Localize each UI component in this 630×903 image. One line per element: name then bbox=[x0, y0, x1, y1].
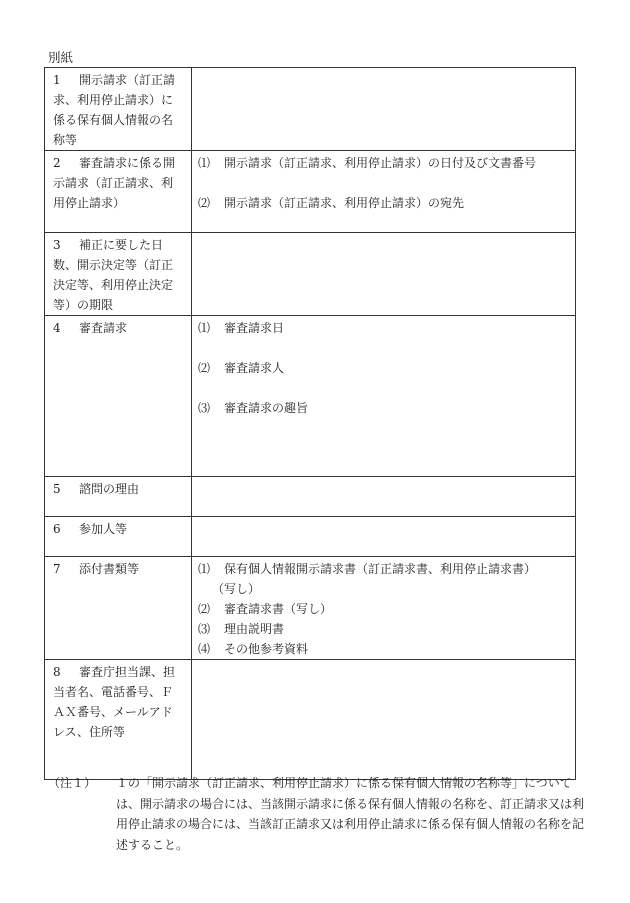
item-marker: ⑶ bbox=[198, 401, 211, 415]
item-text: 開示請求（訂正請求、利用停止請求）の日付及び文書番号 bbox=[224, 156, 537, 170]
table-row-8 bbox=[45, 660, 576, 780]
row-1-label-cell bbox=[45, 68, 192, 151]
row-2-label bbox=[45, 151, 191, 213]
row-7-item-4 bbox=[198, 639, 569, 659]
row-4-label-text: 審査請求 bbox=[79, 321, 128, 335]
row-7-item-1-continuation: （写し） bbox=[212, 582, 261, 596]
item-marker: ⑵ bbox=[198, 196, 211, 210]
item-text: 審査請求書（写し） bbox=[224, 602, 333, 616]
row-1-label bbox=[45, 68, 191, 150]
row-3-number: 3 bbox=[53, 238, 61, 252]
row-2-content-cell bbox=[192, 151, 576, 233]
footnote-label: （注１） bbox=[48, 776, 97, 790]
row-2-item-1 bbox=[198, 153, 569, 173]
row-7-item-1 bbox=[198, 559, 569, 579]
row-8-content-cell bbox=[192, 660, 576, 780]
row-3-label-text: 補正に要した日数、開示決定等（訂正決定等、利用停止決定等）の期限 bbox=[53, 238, 174, 312]
row-1-number: 1 bbox=[53, 73, 61, 87]
row-6-label bbox=[45, 517, 191, 539]
row-4-label-cell bbox=[45, 316, 192, 477]
row-7-content-cell bbox=[192, 557, 576, 660]
row-5-content-cell bbox=[192, 477, 576, 517]
row-4-content-cell bbox=[192, 316, 576, 477]
table-row-4 bbox=[45, 316, 576, 477]
item-text: その他参考資料 bbox=[224, 642, 309, 656]
table-row-6 bbox=[45, 517, 576, 557]
row-3-label bbox=[45, 233, 191, 315]
document-title: 別紙 bbox=[48, 50, 74, 65]
row-7-item-3 bbox=[198, 619, 569, 639]
row-4-item-3 bbox=[198, 398, 569, 418]
item-marker: ⑷ bbox=[198, 642, 211, 656]
item-marker: ⑵ bbox=[198, 361, 211, 375]
row-5-label-text: 諮問の理由 bbox=[79, 482, 140, 496]
row-8-number: 8 bbox=[53, 665, 61, 679]
row-2-label-text: 審査請求に係る開示請求（訂正請求、利用停止請求） bbox=[53, 156, 176, 210]
row-4-label bbox=[45, 316, 191, 338]
footnote bbox=[48, 773, 588, 855]
row-7-label bbox=[45, 557, 191, 579]
table-row-2 bbox=[45, 151, 576, 233]
item-text: 審査請求の趣旨 bbox=[224, 401, 309, 415]
row-6-number: 6 bbox=[53, 522, 61, 536]
row-4-item-1 bbox=[198, 318, 569, 338]
row-3-label-cell bbox=[45, 233, 192, 316]
table-row-5 bbox=[45, 477, 576, 517]
item-marker: ⑶ bbox=[198, 622, 211, 636]
item-text: 保有個人情報開示請求書（訂正請求書、利用停止請求書） bbox=[224, 562, 537, 576]
item-text: 審査請求人 bbox=[224, 361, 285, 375]
row-3-content-cell bbox=[192, 233, 576, 316]
table-row-1 bbox=[45, 68, 576, 151]
footnote-text: １の「開示請求（訂正請求、利用停止請求）に係る保有個人情報の名称等」については、開示請求の場合には、当該開示請求に係る保有個人情報の名称を、訂正請求又は利用停止請求の場合には、当該訂正請求又は利用停止請求に係る保有個人情報の名称を記述すること。 bbox=[116, 776, 585, 852]
row-5-label-cell bbox=[45, 477, 192, 517]
item-text: 開示請求（訂正請求、利用停止請求）の宛先 bbox=[224, 196, 465, 210]
item-marker: ⑴ bbox=[198, 156, 211, 170]
row-6-label-text: 参加人等 bbox=[79, 522, 128, 536]
row-4-number: 4 bbox=[53, 321, 61, 335]
row-8-label bbox=[45, 660, 191, 742]
row-5-number: 5 bbox=[53, 482, 61, 496]
row-8-label-text: 審査庁担当課、担当者名、電話番号、ＦＡＸ番号、メールアドレス、住所等 bbox=[53, 665, 176, 739]
item-marker: ⑴ bbox=[198, 321, 211, 335]
row-7-label-cell bbox=[45, 557, 192, 660]
row-6-content-cell bbox=[192, 517, 576, 557]
table-row-7 bbox=[45, 557, 576, 660]
row-7-label-text: 添付書類等 bbox=[79, 562, 140, 576]
row-5-label bbox=[45, 477, 191, 499]
item-marker: ⑴ bbox=[198, 562, 211, 576]
item-text: 理由説明書 bbox=[224, 622, 285, 636]
row-6-label-cell bbox=[45, 517, 192, 557]
row-1-label-text: 開示請求（訂正請求、利用停止請求）に係る保有個人情報の名称等 bbox=[53, 73, 176, 147]
table-row-3 bbox=[45, 233, 576, 316]
item-marker: ⑵ bbox=[198, 602, 211, 616]
row-2-label-cell bbox=[45, 151, 192, 233]
row-8-label-cell bbox=[45, 660, 192, 780]
row-1-content-cell bbox=[192, 68, 576, 151]
row-7-item-2 bbox=[198, 599, 569, 619]
form-table bbox=[44, 67, 576, 780]
item-text: 審査請求日 bbox=[224, 321, 285, 335]
row-4-item-2 bbox=[198, 358, 569, 378]
row-7-number: 7 bbox=[53, 562, 61, 576]
row-2-number: 2 bbox=[53, 156, 61, 170]
row-2-item-2 bbox=[198, 193, 569, 213]
